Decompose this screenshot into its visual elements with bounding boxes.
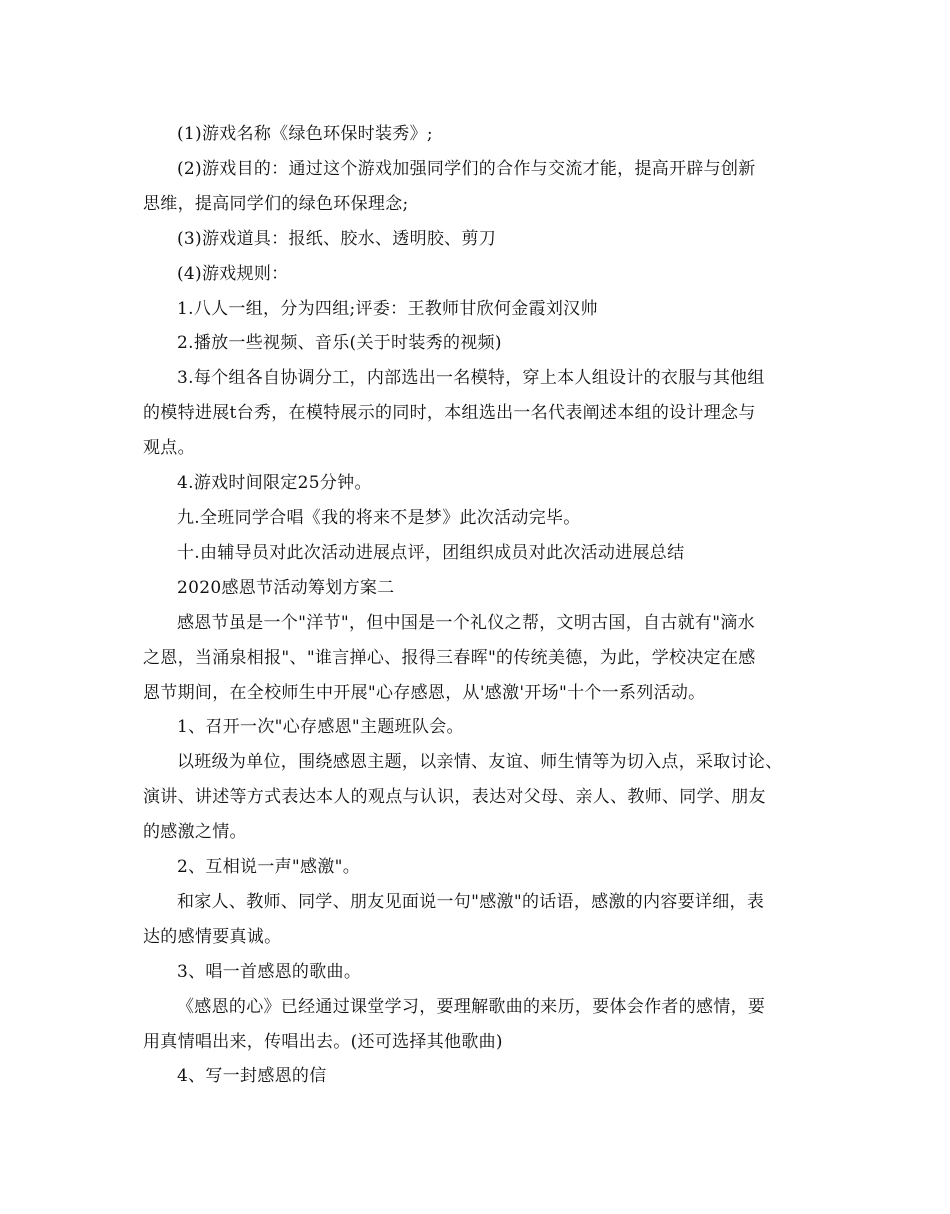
line-activity-2: 2、互相说一声"感激"。 xyxy=(177,857,361,878)
line-rule-1: 1.八人一组，分为四组;评委：王教师甘欣何金霞刘汉帅 xyxy=(177,298,598,319)
document-body xyxy=(143,117,811,1094)
line-activity-3: 3、唱一首感恩的歌曲。 xyxy=(177,961,362,982)
line-game-props: (3)游戏道具：报纸、胶水、透明胶、剪刀 xyxy=(177,228,497,249)
line-activity-2-desc-cont: 达的感情要真诚。 xyxy=(143,926,282,947)
line-game-rules-heading: (4)游戏规则： xyxy=(177,263,289,284)
line-item-ten: 十.由辅导员对此次活动进展点评，团组织成员对此次活动进展总结 xyxy=(177,542,685,563)
line-intro-cont-2: 恩节期间，在全校师生中开展"心存感恩，从'感激'开场"十个一系列活动。 xyxy=(143,682,706,703)
line-activity-3-desc: 《感恩的心》已经通过课堂学习，要理解歌曲的来历，要体会作者的感情，要 xyxy=(177,996,766,1017)
line-rule-4: 4.游戏时间限定25分钟。 xyxy=(177,473,372,494)
section-title-plan-two: 2020感恩节活动筹划方案二 xyxy=(177,577,395,598)
line-rule-2: 2.播放一些视频、音乐(关于时装秀的视频) xyxy=(177,333,502,354)
line-item-nine: 九.全班同学合唱《我的将来不是梦》此次活动完毕。 xyxy=(177,507,581,528)
line-intro-cont-1: 之恩，当涌泉相报"、"谁言掸心、报得三春晖"的传统美德，为此，学校决定在感 xyxy=(143,647,756,668)
line-intro: 感恩节虽是一个"洋节"，但中国是一个礼仪之帮，文明古国，自古就有"滴水 xyxy=(177,612,755,633)
line-activity-1-desc-cont-2: 的感激之情。 xyxy=(143,822,247,843)
line-rule-3-cont-1: 的模特进展t台秀，在模特展示的同时，本组选出一名代表阐述本组的设计理念与 xyxy=(143,403,756,424)
line-game-purpose-cont: 思维，提高同学们的绿色环保理念; xyxy=(143,193,409,214)
line-activity-4: 4、写一封感恩的信 xyxy=(177,1066,327,1087)
line-game-name: (1)游戏名称《绿色环保时装秀》; xyxy=(177,124,433,144)
line-activity-3-desc-cont: 用真情唱出来，传唱出去。(还可选择其他歌曲) xyxy=(143,1031,503,1052)
line-rule-3: 3.每个组各自协调分工，内部选出一名模特，穿上本人组设计的衣服与其他组 xyxy=(177,368,765,389)
line-activity-1-desc: 以班级为单位，围绕感恩主题，以亲情、友谊、师生情等为切入点，采取讨论、 xyxy=(177,752,783,773)
line-game-purpose: (2)游戏目的：通过这个游戏加强同学们的合作与交流才能，提高开辟与创新 xyxy=(177,158,756,179)
line-activity-1: 1、召开一次"心存感恩"主题班队会。 xyxy=(177,717,464,738)
line-rule-3-cont-2: 观点。 xyxy=(143,438,195,459)
line-activity-2-desc: 和家人、教师、同学、朋友见面说一句"感激"的话语，感激的内容要详细，表 xyxy=(177,891,765,912)
line-activity-1-desc-cont-1: 演讲、讲述等方式表达本人的观点与认识，表达对父母、亲人、教师、同学、朋友 xyxy=(143,787,766,808)
